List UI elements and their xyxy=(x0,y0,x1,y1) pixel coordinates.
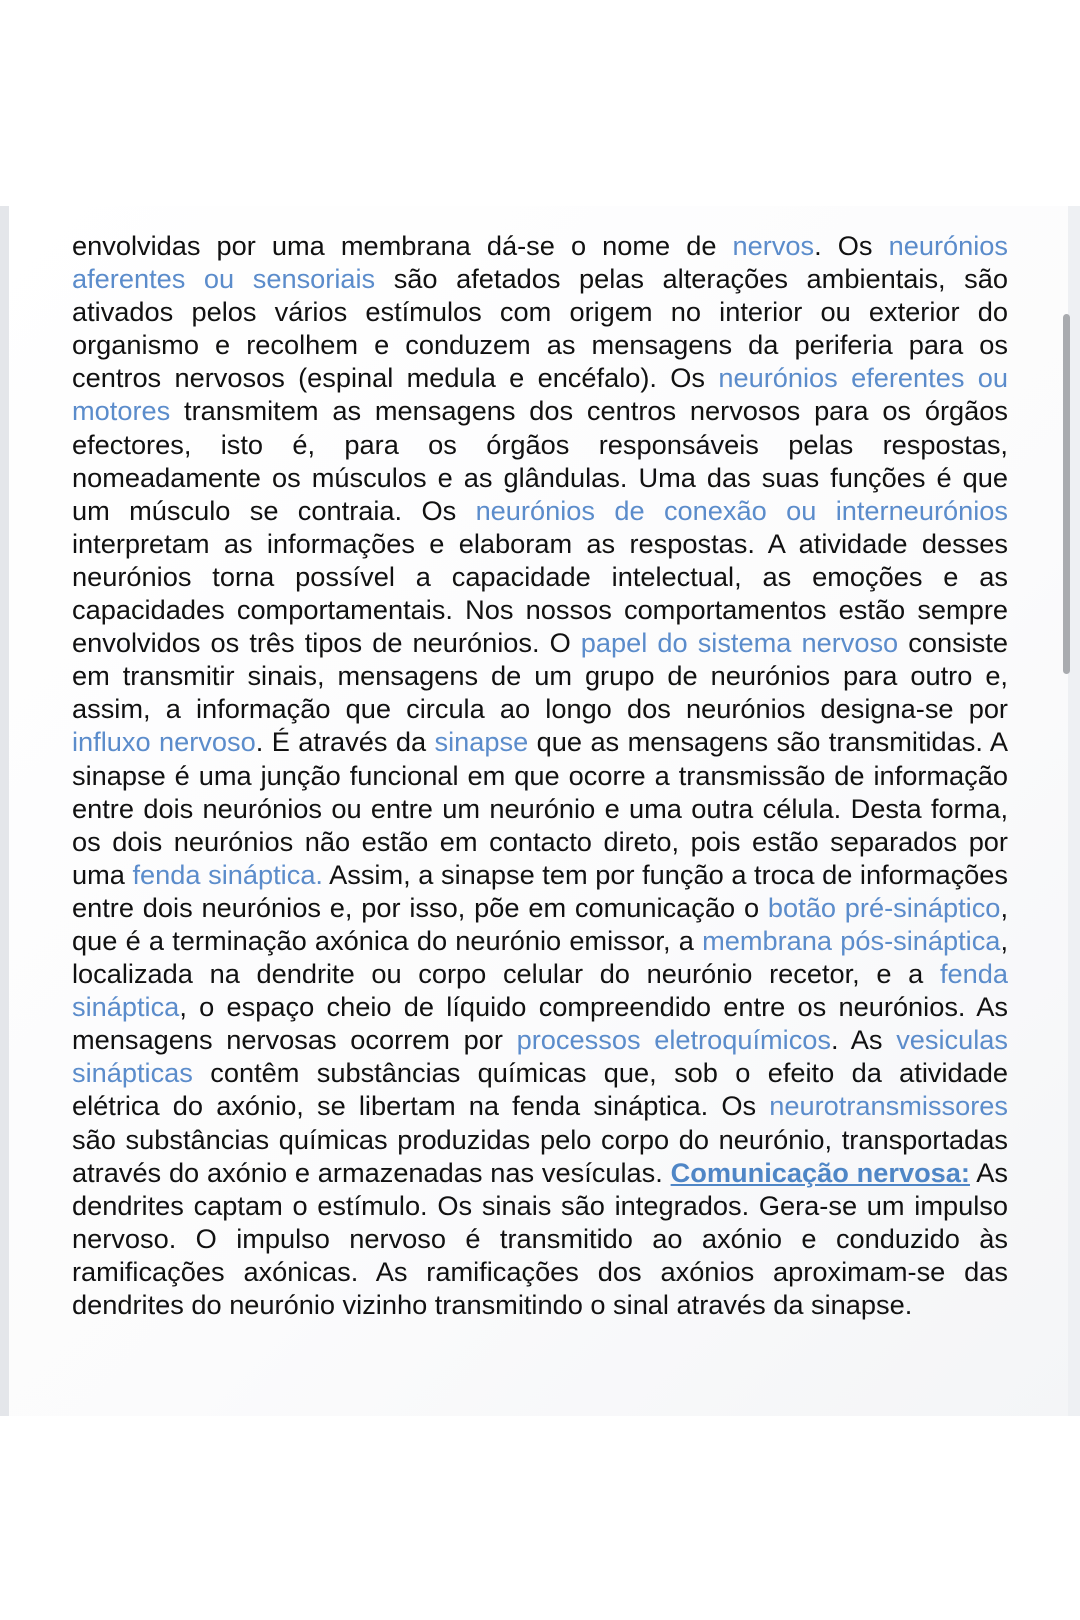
keyword-processos-eletroquimicos: processos eletroquímicos xyxy=(516,1024,832,1056)
keyword-membrana-pos-sinaptica: membrana pós-sináptica xyxy=(702,924,1001,956)
keyword-neurotransmissores: neurotransmissores xyxy=(769,1090,1008,1122)
keyword-neuronios-eferentes: neurónios eferentes ou motores xyxy=(72,362,1008,427)
text-segment: . Os xyxy=(814,230,889,261)
text-segment: que as mensagens são transmitidas. A sinapse é uma junção funcional em que ocorre a transmissão de informação entre dois neurónios ou entre um neurónio e uma outra célula. Desta forma, os dois neurónios não estão em contacto direto, pois estão separados por uma xyxy=(72,726,1008,890)
keyword-fenda-sinaptica: fenda sináptica. xyxy=(132,858,323,890)
text-segment: . As xyxy=(831,1024,897,1056)
text-segment: contêm substâncias químicas que, sob o efeito da atividade elétrica do axónio, se libertam na fenda sináptica. Os xyxy=(72,1057,1008,1122)
text-segment: , localizada na dendrite ou corpo celular do neurónio recetor, e a xyxy=(72,924,1008,990)
keyword-interneuronios: neurónios de conexão ou interneurónios xyxy=(475,494,1008,526)
keyword-influxo-nervoso: influxo nervoso xyxy=(72,726,256,758)
text-segment: transmitem as mensagens dos centros nervosos para os órgãos efectores, isto é, para os órgãos responsáveis pelas respostas, nomeadamente os músculos e as glândulas. Uma das suas funções é que um músculo se contraia. Os xyxy=(72,395,1008,526)
text-segment: , que é a terminação axónica do neurónio emissor, a xyxy=(72,891,1008,956)
text-segment: são afetados pelas alterações ambientais, são ativados pelos vários estímulos com origem no interior ou exterior do organismo e recolhem e conduzem as mensagens da periferia para os centros nervosos (espinal medula e encéfalo). Os xyxy=(72,263,1008,394)
keyword-nervos: nervos xyxy=(732,230,815,261)
keyword-vesiculas-sinapticas: vesiculas sinápticas xyxy=(72,1024,1009,1089)
text-segment: Assim, a sinapse tem por função a troca de informações entre dois neurónios e, por isso, põe em comunicação o xyxy=(72,858,1009,923)
keyword-papel-sistema-nervoso: papel do sistema nervoso xyxy=(580,627,899,659)
keyword-fenda-sinaptica-2: fenda sináptica xyxy=(72,958,1008,1023)
keyword-botao-pre-sinaptico: botão pré-sináptico xyxy=(767,891,1001,923)
text-segment: são substâncias químicas produzidas pelo corpo do neurónio, transportadas através do axónio e armazenadas nas vesículas. xyxy=(72,1123,1008,1188)
text-segment: . É através da xyxy=(255,726,435,758)
text-segment: envolvidas por uma membrana dá-se o nome de xyxy=(72,230,733,261)
text-segment: consiste em transmitir sinais, mensagens de um grupo de neurónios para outro e, assim, a informação que circula ao longo dos neurónios designa-se por xyxy=(72,627,1008,725)
keyword-neuronios-aferentes: neurónios aferentes ou sensoriais xyxy=(72,230,1008,295)
scrollbar-thumb[interactable] xyxy=(1063,314,1070,674)
document-paragraph xyxy=(72,229,1008,1321)
text-segment: , o espaço cheio de líquido compreendido entre os neurónios. As mensagens nervosas ocorrem por xyxy=(72,991,1008,1056)
section-heading-comunicacao-nervosa: Comunicação nervosa: xyxy=(670,1156,970,1188)
text-segment: As dendrites captam o estímulo. Os sinais são integrados. Gera-se um impulso nervoso. O impulso nervoso é transmitido ao axónio e conduzido às ramificações axónicas. As ramificações dos axónios aproximam-se das dendrites do neurónio vizinho transmitindo o sinal através da sinapse. xyxy=(72,1156,1008,1320)
left-border xyxy=(0,206,9,1416)
keyword-sinapse: sinapse xyxy=(434,726,529,758)
text-segment: interpretam as informações e elaboram as respostas. A atividade desses neurónios torna possível a capacidade intelectual, as emoções e as capacidades comportamentais. Nos nossos comportamentos estão sempre envolvidos os três tipos de neurónios. O xyxy=(72,527,1008,659)
